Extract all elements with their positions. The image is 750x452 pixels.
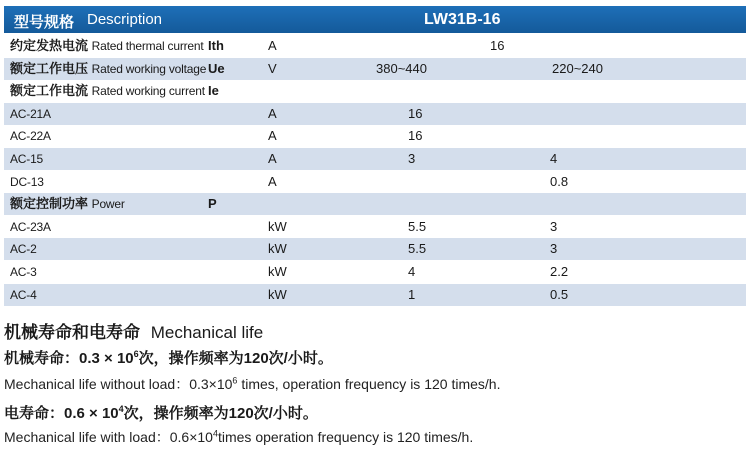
table-row	[4, 148, 746, 170]
table-header	[4, 6, 746, 33]
row-unit: kW	[268, 264, 287, 279]
elec-life-cn-exp: 4	[118, 404, 124, 414]
life-title-en: Mechanical life	[150, 323, 264, 342]
life-title-cn: 机械寿命和电寿命	[4, 323, 140, 342]
row-name: AC-23A	[10, 219, 51, 234]
mech-life-en-exp: 6	[232, 375, 238, 386]
table-row	[4, 216, 746, 238]
row-name: 约定发热电流 Rated thermal current	[10, 38, 204, 53]
row-unit: V	[268, 60, 277, 76]
row-value-1: 5.5	[408, 218, 427, 234]
table-row	[4, 284, 746, 306]
row-value-2: 3	[550, 241, 558, 257]
mech-life-cn	[4, 347, 746, 368]
table-row	[4, 80, 746, 102]
row-value-1: 380~440	[376, 60, 427, 76]
table-row	[4, 193, 746, 215]
elec-life-en-text-2: times operation frequency is 120 times/h.	[217, 429, 474, 445]
elec-life-en	[4, 427, 746, 447]
mech-life-cn-text: 机械寿命：0.3 × 10	[4, 350, 134, 367]
row-unit: A	[268, 173, 277, 189]
row-value-2: 0.8	[550, 173, 569, 189]
row-symbol: Ue	[208, 60, 225, 76]
row-value-2: 220~240	[552, 60, 603, 76]
row-name: AC-3	[10, 265, 37, 279]
row-symbol: Ie	[208, 83, 219, 99]
elec-life-cn	[4, 402, 746, 423]
row-symbol: Ith	[208, 38, 224, 53]
row-value-2: 0.5	[550, 286, 569, 302]
row-value-merged: 16	[490, 38, 505, 53]
row-symbol: P	[208, 196, 217, 212]
table-row	[4, 58, 746, 80]
row-value-2: 3	[550, 218, 558, 234]
elec-life-cn-text: 电寿命：0.6 × 10	[4, 405, 119, 422]
row-name: 额定控制功率 Power	[10, 196, 125, 212]
life-section-title	[4, 318, 746, 343]
row-unit: kW	[268, 286, 287, 302]
mech-life-cn-text-2: 次，操作频率为120次/小时。	[138, 350, 333, 367]
row-value-1: 3	[408, 151, 416, 166]
mech-life-en-text-2: times, operation frequency is 120 times/h.	[237, 376, 501, 392]
row-unit: A	[268, 38, 277, 53]
row-unit: A	[268, 105, 277, 121]
elec-life-en-text: Mechanical life with load：0.6×10	[4, 429, 213, 445]
row-unit: A	[268, 128, 277, 144]
row-name: AC-2	[10, 242, 37, 257]
table-row	[4, 125, 746, 147]
row-value-1: 5.5	[408, 241, 427, 257]
table-row	[4, 171, 746, 193]
mech-life-en-text: Mechanical life without load：0.3×10	[4, 376, 233, 392]
row-name: AC-21A	[10, 106, 51, 121]
row-unit: kW	[268, 241, 287, 257]
table-row	[4, 238, 746, 260]
table-row	[4, 261, 746, 283]
row-unit: kW	[268, 218, 287, 234]
mech-life-en	[4, 374, 746, 394]
row-name: DC-13	[10, 174, 44, 189]
row-name: 额定工作电流 Rated working current	[10, 83, 205, 99]
elec-life-en-exp: 4	[212, 428, 218, 439]
table-row	[4, 35, 746, 57]
row-name: AC-15	[10, 152, 44, 166]
row-name: AC-22A	[10, 129, 51, 144]
row-value-1: 16	[408, 105, 423, 121]
header-label-cn: 型号规格	[14, 14, 75, 31]
table-row	[4, 103, 746, 125]
row-value-2: 4	[550, 151, 558, 166]
row-name: AC-4	[10, 287, 37, 302]
row-value-1: 16	[408, 128, 423, 144]
row-value-1: 4	[408, 264, 416, 279]
row-unit: A	[268, 151, 277, 166]
header-label-en: Description	[87, 11, 163, 28]
row-name: 额定工作电压 Rated working voltage	[10, 60, 207, 76]
row-value-2: 2.2	[550, 264, 569, 279]
row-value-1: 1	[408, 286, 416, 302]
elec-life-cn-text-2: 次，操作频率为120次/小时。	[123, 405, 318, 422]
mech-life-cn-exp: 6	[133, 349, 139, 359]
header-model: LW31B-16	[424, 11, 501, 28]
